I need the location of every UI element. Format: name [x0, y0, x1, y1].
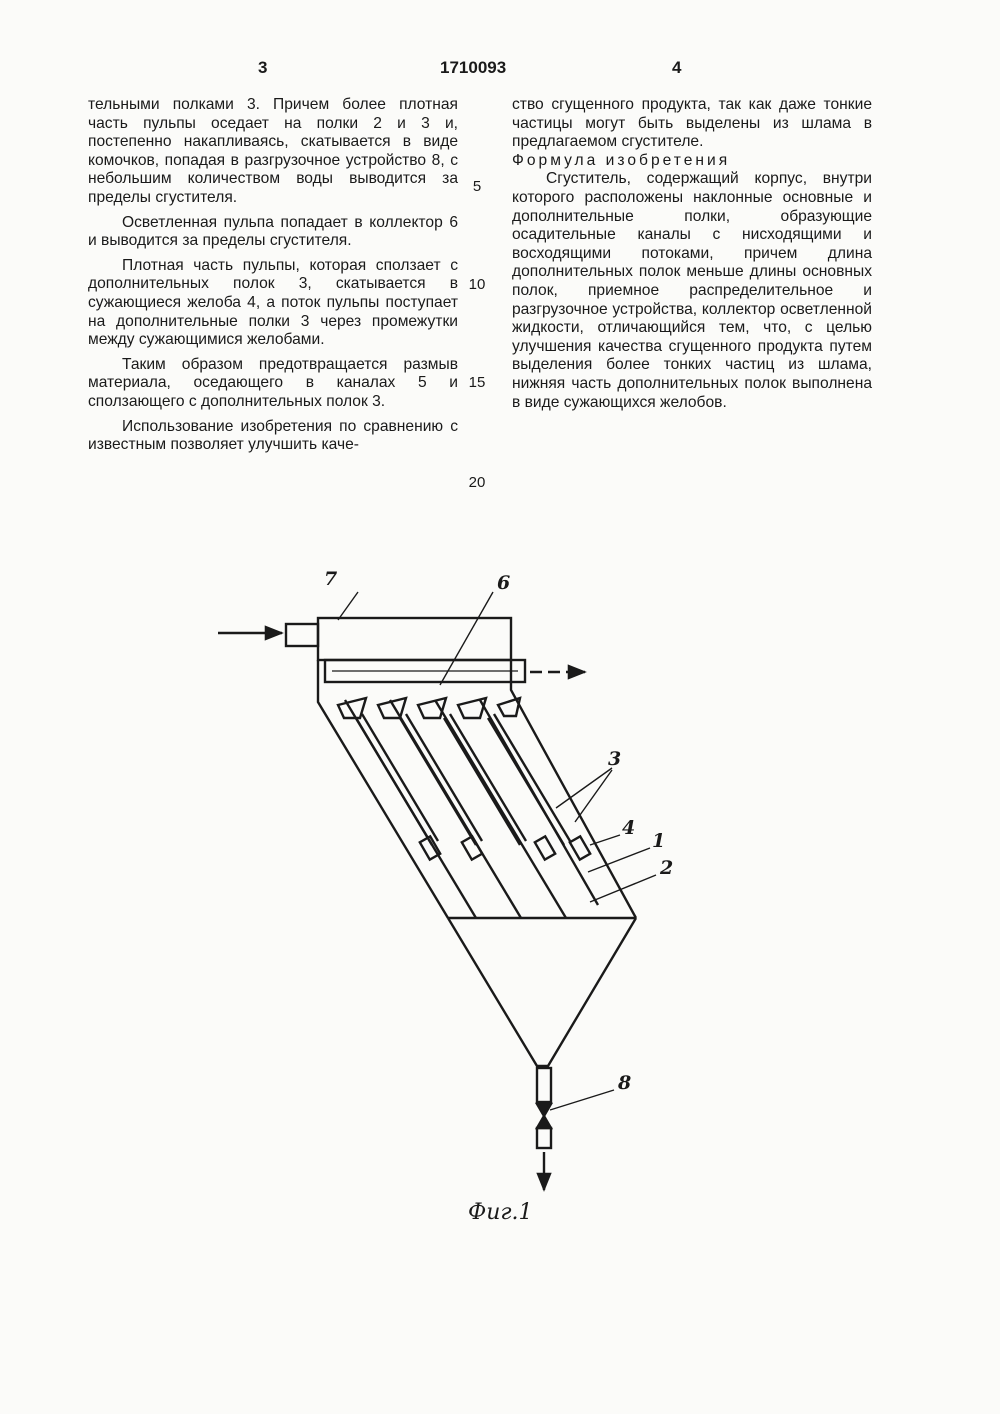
label-main-shelves: 2 [660, 857, 674, 879]
discharge-device [537, 1068, 551, 1102]
trough [535, 836, 555, 859]
label-body: 1 [652, 830, 666, 852]
inlet-pipe [286, 624, 318, 646]
line-number: 5 [472, 178, 482, 195]
figure-caption: Фиг.1 [468, 1200, 533, 1225]
label-additional-shelves: 3 [608, 748, 622, 770]
trough [570, 836, 590, 859]
cone [448, 918, 636, 1066]
additional-shelf [488, 718, 564, 845]
body-left-wall [318, 660, 448, 918]
formula-heading: Формула изобретения [512, 151, 731, 169]
line-number: 15 [468, 374, 486, 391]
paragraph: Плотная часть пульпы, которая сползает с дополнительных полок 3, скатывается в сужающиеся желоба 4, а поток пульпы поступает на дополнительные полки 3 через промежутки между сужающимися желобами. [88, 256, 458, 349]
formula-text: Сгуститель, содержащий корпус, внутри которого расположены наклонные основные и дополнительные полки, образующие осадительные каналы с нисходящими и восходящими потоками, причем длина дополнительных полок меньше длины основных полок, приемное распределительное и разгрузочное устройства, коллектор осветленной жидкости, отличающийся тем, что, с целью улучшения качества сгущенного продукта путем выделения более тонких частиц из шлама, нижняя часть дополнительных полок выполнена в виде сужающихся желобов. [512, 170, 872, 411]
label-collector: 6 [497, 572, 511, 594]
additional-shelf [362, 714, 438, 841]
line-number: 20 [468, 474, 486, 491]
paragraph: Таким образом предотвращается размыв материала, оседающего в каналах 5 и сползающего с дополнительных полок 3. [88, 355, 458, 410]
paragraph: ство сгущенного продукта, так как даже тонкие частицы могут быть выделены из шлама в предлагаемом сгустителе. [512, 96, 872, 151]
page-number-left: 3 [258, 58, 268, 77]
page-number-right: 4 [672, 58, 682, 77]
distributor [378, 698, 406, 718]
distributor [338, 698, 366, 718]
label-troughs: 4 [622, 817, 636, 839]
distributor [418, 698, 446, 718]
paragraph: Использование изобретения по сравнению с известным позволяет улучшить каче- [88, 417, 458, 454]
line-number: 10 [468, 276, 486, 293]
paragraph: Осветленная пульпа попадает в коллектор 6 и выводится за пределы сгустителя. [88, 213, 458, 250]
patent-number: 1710093 [440, 58, 507, 77]
label-discharge: 8 [618, 1072, 632, 1094]
feed-box [318, 618, 511, 660]
paragraph: тельными полками 3. Причем более плотная часть пульпы оседает на полки 2 и 3 и, постепенно накапливаясь, скатывается в виде комочков, попадая в разгрузочное устройство 8, с небольшим количеством воды выводится за пределы сгустителя. [88, 96, 458, 206]
label-feed-box: 7 [324, 568, 338, 590]
